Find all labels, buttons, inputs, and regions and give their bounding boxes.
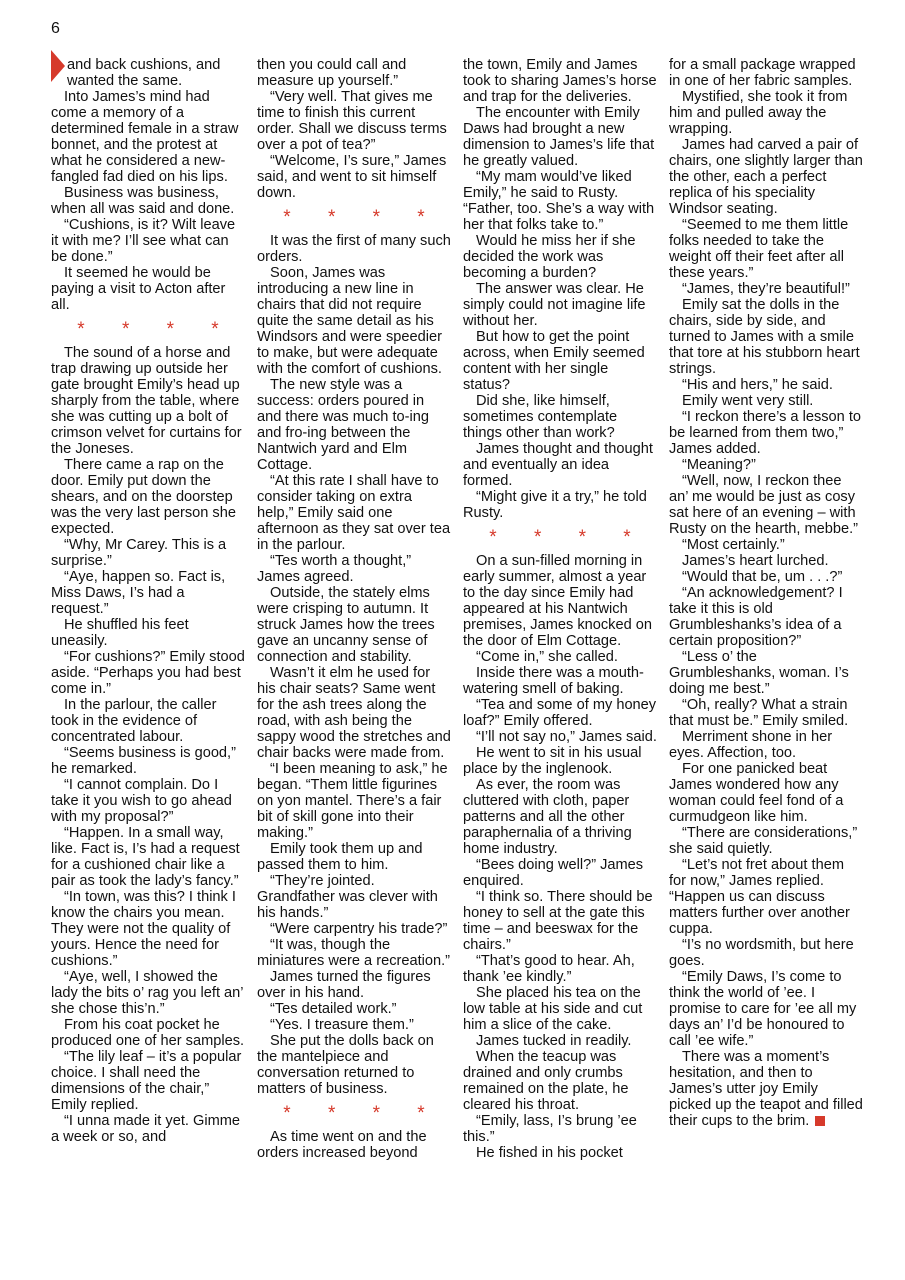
section-separator: * * * * <box>489 527 647 548</box>
paragraph <box>463 729 657 745</box>
paragraph-text: For one panicked beat James wondered how any woman could feel fond of a curmudgeon like him. <box>669 761 844 825</box>
paragraph <box>463 441 657 489</box>
paragraph-text: “Yes. I treasure them.” <box>270 1017 414 1033</box>
paragraph <box>257 233 451 265</box>
paragraph <box>257 1033 451 1097</box>
paragraph-text: Merriment shone in her eyes. Affection, too. <box>669 729 833 761</box>
paragraph <box>257 1001 451 1017</box>
paragraph <box>51 825 245 889</box>
paragraph-text: the town, Emily and James took to sharing James’s horse and trap for the deliveries. <box>463 57 657 105</box>
paragraph-text: Emily went very still. <box>682 393 814 409</box>
paragraph <box>51 57 245 89</box>
paragraph-text: She placed his tea on the low table at his side and cut him a slice of the cake. <box>463 985 643 1033</box>
paragraph <box>257 969 451 1001</box>
paragraph-text: “Aye, happen so. Fact is, Miss Daws, I’s had a request.” <box>51 569 226 617</box>
paragraph-text: “His and hers,” he said. <box>682 377 833 393</box>
paragraph-text: “Tes worth a thought,” James agreed. <box>257 553 412 585</box>
paragraph <box>463 649 657 665</box>
paragraph-text: “That’s good to hear. Ah, thank ’ee kindly.” <box>463 953 635 985</box>
section-separator: * * * * <box>283 207 441 228</box>
paragraph-text: “I unna made it yet. Gimme a week or so, and <box>51 1113 241 1145</box>
paragraph-text: “Seems business is good,” he remarked. <box>51 745 236 777</box>
paragraph-text: “For cushions?” Emily stood aside. “Perhaps you had best come in.” <box>51 649 245 697</box>
paragraph <box>257 89 451 153</box>
paragraph-text: As time went on and the orders increased beyond <box>257 1129 427 1161</box>
paragraph <box>669 857 863 937</box>
paragraph <box>51 1017 245 1049</box>
paragraph-text: The new style was a success: orders poured in and there was much to-ing and fro-ing between the Nantwich yard and Elm Cottage. <box>257 377 429 473</box>
paragraph <box>257 921 451 937</box>
paragraph <box>669 649 863 697</box>
paragraph <box>257 873 451 921</box>
paragraph <box>51 345 245 457</box>
paragraph-text: “Well, now, I reckon thee an’ me would be just as cosy sat here of an evening – with Rusty on the hearth, mebbe.” <box>669 473 859 537</box>
paragraph-text: Emily sat the dolls in the chairs, side by side, and turned to James with a smile that tore at his stubborn heart strings. <box>669 297 860 377</box>
paragraph-text: “An acknowledgement? I take it this is old Grumbleshanks’s idea of a certain proposition?” <box>669 585 843 649</box>
paragraph-text: “Let’s not fret about them for now,” James replied. “Happen us can discuss matters further over another cuppa. <box>669 857 850 937</box>
paragraph-text: When the teacup was drained and only crumbs remained on the plate, he cleared his throat. <box>463 1049 629 1113</box>
paragraph-text: Outside, the stately elms were crisping to autumn. It struck James how the trees gave an uncanny sense of connection and stability. <box>257 585 435 665</box>
paragraph <box>51 569 245 617</box>
paragraph-text: As ever, the room was cluttered with cloth, paper patterns and all the other paraphernalia of a thriving home industry. <box>463 777 632 857</box>
paragraph <box>669 377 863 393</box>
paragraph-text: It was the first of many such orders. <box>257 233 451 265</box>
paragraph-text: There came a rap on the door. Emily put down the shears, and on the doorstep was the very last person she expected. <box>51 457 236 537</box>
paragraph-text: Did she, like himself, sometimes contemplate things other than work? <box>463 393 618 441</box>
paragraph <box>51 745 245 777</box>
paragraph-text: Emily took them up and passed them to him. <box>257 841 423 873</box>
text-column-2 <box>257 57 451 1161</box>
paragraph-text: Wasn’t it elm he used for his chair seats? Same went for the ash trees along the road, with ash being the sappy wood the stretches and chair backs were made from. <box>257 665 451 761</box>
paragraph-text: He fished in his pocket <box>476 1145 623 1161</box>
paragraph <box>463 745 657 777</box>
paragraph-text: The answer was clear. He simply could not imagine life without her. <box>463 281 646 329</box>
paragraph-text: “Aye, well, I showed the lady the bits o’ rag you left an’ she chose this’n.” <box>51 969 243 1017</box>
paragraph <box>463 281 657 329</box>
page-number: 6 <box>51 20 60 37</box>
paragraph-text: James thought and thought and eventually an idea formed. <box>463 441 653 489</box>
paragraph <box>669 761 863 825</box>
paragraph-text: “Tea and some of my honey loaf?” Emily offered. <box>463 697 657 729</box>
paragraph-text: From his coat pocket he produced one of her samples. <box>51 1017 245 1049</box>
paragraph <box>51 617 245 649</box>
text-column-1 <box>51 57 245 1145</box>
paragraph-text: “There are considerations,” she said quietly. <box>669 825 858 857</box>
paragraph <box>51 537 245 569</box>
paragraph-text: There was a moment’s hesitation, and then to James’s utter joy Emily picked up the teapot and filled their cups to the brim. <box>669 1049 863 1129</box>
paragraph-text: “Cushions, is it? Wilt leave it with me? I’ll see what can be done.” <box>51 217 236 265</box>
paragraph-text: Business was business, when all was said and done. <box>51 185 235 217</box>
paragraph <box>463 393 657 441</box>
paragraph-text: He went to sit in his usual place by the inglenook. <box>463 745 642 777</box>
paragraph <box>257 665 451 761</box>
paragraph-text: and back cushions, and wanted the same. <box>67 57 221 89</box>
paragraph <box>51 1049 245 1113</box>
paragraph-text: Inside there was a mouth-watering smell of baking. <box>463 665 644 697</box>
paragraph <box>669 281 863 297</box>
paragraph-text: James turned the figures over in his hand. <box>257 969 431 1001</box>
paragraph-text: He shuffled his feet uneasily. <box>51 617 189 649</box>
paragraph-text: “James, they’re beautiful!” <box>682 281 850 297</box>
paragraph-text: “Emily, lass, I’s brung ’ee this.” <box>463 1113 637 1145</box>
paragraph <box>463 57 657 105</box>
paragraph <box>669 297 863 377</box>
paragraph <box>257 265 451 377</box>
paragraph <box>51 89 245 185</box>
paragraph <box>669 697 863 729</box>
paragraph-text: The sound of a horse and trap drawing up outside her gate brought Emily’s head up sharply from the table, where she was cutting up a bolt of crimson velvet for curtains for the Joneses. <box>51 345 242 457</box>
paragraph <box>257 937 451 969</box>
paragraph-text: James’s heart lurched. <box>682 553 829 569</box>
paragraph-text: “In town, was this? I think I know the chairs you mean. They were not the quality of yours. Hence the need for cushions.” <box>51 889 236 969</box>
paragraph-text: “I’s no wordsmith, but here goes. <box>669 937 854 969</box>
paragraph <box>257 1129 451 1161</box>
paragraph <box>257 1017 451 1033</box>
paragraph <box>51 265 245 313</box>
paragraph-text: “Would that be, um . . .?” <box>682 569 843 585</box>
paragraph-text: “Were carpentry his trade?” <box>270 921 448 937</box>
paragraph-text: “Bees doing well?” James enquired. <box>463 857 644 889</box>
section-separator: * * * * <box>77 319 235 340</box>
paragraph <box>669 473 863 537</box>
paragraph <box>669 217 863 281</box>
paragraph-text: “Oh, really? What a strain that must be.” Emily smiled. <box>669 697 849 729</box>
paragraph <box>463 329 657 393</box>
paragraph <box>463 233 657 281</box>
paragraph <box>669 825 863 857</box>
paragraph <box>51 217 245 265</box>
paragraph <box>463 1033 657 1049</box>
paragraph <box>669 89 863 137</box>
paragraph-text: “Happen. In a small way, like. Fact is, I’s had a request for a cushioned chair like a pair as took the lady’s fancy.” <box>51 825 240 889</box>
paragraph-text: “I cannot complain. Do I take it you wish to go ahead with my proposal?” <box>51 777 232 825</box>
paragraph <box>463 105 657 169</box>
paragraph <box>51 457 245 537</box>
paragraph-text: “Less o’ the Grumbleshanks, woman. I’s doing me best.” <box>669 649 849 697</box>
paragraph-text: Soon, James was introducing a new line in chairs that did not require quite the same detail as his Windsors and were speedier to make, but were adequate with the comfort of cushions. <box>257 265 442 377</box>
paragraph <box>463 553 657 649</box>
paragraph <box>463 985 657 1033</box>
paragraph-text: James had carved a pair of chairs, one slightly larger than the other, each a perfect replica of his speciality Windsor seating. <box>669 137 863 217</box>
paragraph <box>463 857 657 889</box>
paragraph <box>463 1145 657 1161</box>
paragraph <box>669 553 863 569</box>
paragraph <box>257 57 451 89</box>
paragraph-text: “Welcome, I’s sure,” James said, and went to sit himself down. <box>257 153 447 201</box>
paragraph-text: “I think so. There should be honey to sell at the gate this time – and beeswax for the chairs.” <box>463 889 653 953</box>
paragraph <box>463 953 657 985</box>
end-of-story-icon <box>815 1116 825 1126</box>
paragraph-text: “I reckon there’s a lesson to be learned from them two,” James added. <box>669 409 862 457</box>
paragraph <box>257 377 451 473</box>
paragraph <box>257 153 451 201</box>
paragraph <box>463 889 657 953</box>
paragraph-text: “Might give it a try,” he told Rusty. <box>463 489 647 521</box>
paragraph <box>51 697 245 745</box>
paragraph <box>257 553 451 585</box>
paragraph <box>463 665 657 697</box>
paragraph <box>51 185 245 217</box>
paragraph-text: “Emily Daws, I’s come to think the world of ’ee. I promise to care for ’ee all my days an’ I’d be honoured to call ’ee wife.” <box>669 969 857 1049</box>
paragraph <box>669 969 863 1049</box>
paragraph-text: “At this rate I shall have to consider taking on extra help,” Emily said one afternoon as they sat over tea in the parlour. <box>257 473 451 553</box>
paragraph-text: In the parlour, the caller took in the evidence of concentrated labour. <box>51 697 217 745</box>
paragraph <box>51 969 245 1017</box>
paragraph-text: “The lily leaf – it’s a popular choice. I shall need the dimensions of the chair,” Emily replied. <box>51 1049 242 1113</box>
paragraph <box>669 409 863 457</box>
paragraph-text: It seemed he would be paying a visit to Acton after all. <box>51 265 226 313</box>
paragraph-text: “Tes detailed work.” <box>270 1001 397 1017</box>
paragraph <box>463 777 657 857</box>
paragraph-text: “It was, though the miniatures were a recreation.” <box>257 937 451 969</box>
paragraph <box>463 489 657 521</box>
paragraph <box>257 841 451 873</box>
paragraph <box>257 585 451 665</box>
paragraph <box>51 1113 245 1145</box>
paragraph-text: “Come in,” she called. <box>476 649 618 665</box>
paragraph <box>669 1049 863 1129</box>
paragraph-text: “Meaning?” <box>682 457 756 473</box>
paragraph-text: then you could call and measure up yourself.” <box>257 57 407 89</box>
paragraph-text: James tucked in readily. <box>476 1033 632 1049</box>
paragraph-text: Mystified, she took it from him and pulled away the wrapping. <box>669 89 848 137</box>
paragraph-text: “Very well. That gives me time to finish this current order. Shall we discuss terms over a pot of tea?” <box>257 89 447 153</box>
paragraph-text: But how to get the point across, when Emily seemed content with her single status? <box>463 329 645 393</box>
paragraph <box>51 649 245 697</box>
paragraph-text: Into James’s mind had come a memory of a determined female in a straw bonnet, and the protest at what he considered a new-fangled fad died on his lips. <box>51 89 239 185</box>
paragraph <box>669 393 863 409</box>
paragraph <box>463 169 657 233</box>
paragraph-text: “Most certainly.” <box>682 537 785 553</box>
paragraph-text: She put the dolls back on the mantelpiece and conversation returned to matters of business. <box>257 1033 434 1097</box>
paragraph <box>669 569 863 585</box>
paragraph-text: On a sun-filled morning in early summer, almost a year to the day since Emily had appeared at his Nantwich premises, James knocked on the door of Elm Cottage. <box>463 553 652 649</box>
paragraph <box>669 57 863 89</box>
paragraph <box>669 457 863 473</box>
paragraph <box>463 1049 657 1113</box>
paragraph <box>669 537 863 553</box>
paragraph <box>669 937 863 969</box>
paragraph <box>257 761 451 841</box>
text-column-4 <box>669 57 863 1129</box>
paragraph-text: for a small package wrapped in one of her fabric samples. <box>669 57 856 89</box>
paragraph-text: “I been meaning to ask,” he began. “Them little figurines on yon mantel. There’s a fair bit of skill gone into their making.” <box>257 761 448 841</box>
paragraph <box>669 137 863 217</box>
paragraph <box>257 473 451 553</box>
section-separator: * * * * <box>283 1103 441 1124</box>
paragraph-text: The encounter with Emily Daws had brought a new dimension to James’s life that he greatly valued. <box>463 105 655 169</box>
paragraph <box>463 697 657 729</box>
paragraph <box>51 889 245 969</box>
paragraph-text: “Why, Mr Carey. This is a surprise.” <box>51 537 227 569</box>
paragraph <box>669 729 863 761</box>
paragraph <box>463 1113 657 1145</box>
paragraph-text: “They’re jointed. Grandfather was clever with his hands.” <box>257 873 438 921</box>
text-column-3 <box>463 57 657 1161</box>
paragraph <box>51 777 245 825</box>
paragraph-text: “I’ll not say no,” James said. <box>476 729 657 745</box>
paragraph-text: Would he miss her if she decided the work was becoming a burden? <box>463 233 636 281</box>
paragraph <box>669 585 863 649</box>
paragraph-text: “Seemed to me them little folks needed to take the weight off their feet after all these years.” <box>669 217 849 281</box>
paragraph-text: “My mam would’ve liked Emily,” he said to Rusty. “Father, too. She’s a way with her that folks take to.” <box>463 169 655 233</box>
